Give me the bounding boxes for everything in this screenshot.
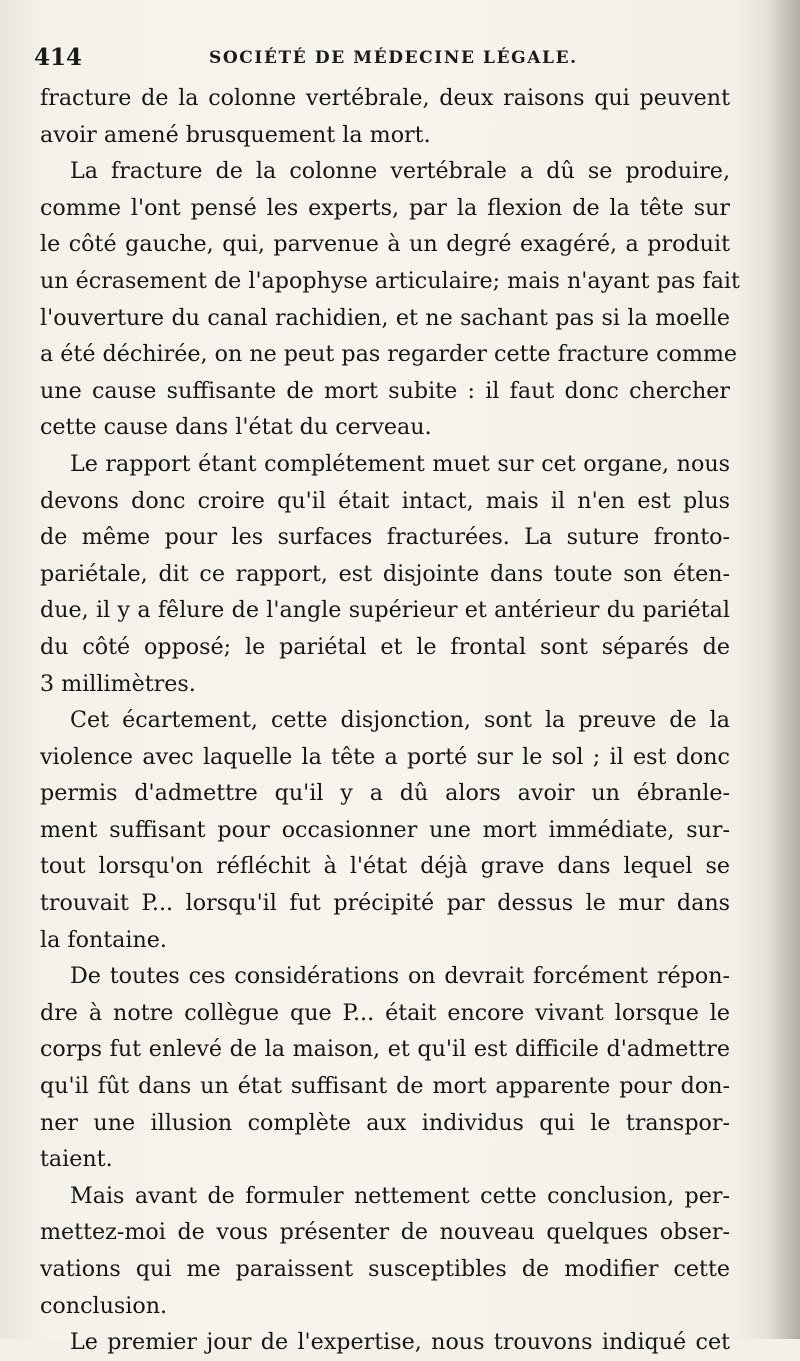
text-line: avoir amené brusquement la mort. [40,121,431,148]
text-line: taient. [40,1146,113,1173]
paragraph [40,80,730,153]
paragraph [40,446,730,702]
text-line: pariétale, dit ce rapport, est disjointe dans toute son éten- [40,560,730,587]
text-line: vations qui me paraissent susceptibles de modifier cette [40,1256,730,1282]
text-line: permis d'admettre qu'il y a dû alors avoir un ébranle- [40,780,730,807]
text-line: l'ouverture du canal rachidien, et ne sachant pas si la moelle [40,304,730,331]
text-line: le côté gauche, qui, parvenue à un degré exagéré, a produit [40,231,730,258]
paragraph [40,958,730,1178]
text-line: violence avec laquelle la tête a porté sur le sol ; il est donc [40,743,730,770]
text-line: un écrasement de l'apophyse articulaire; mais n'ayant pas fait [40,267,740,294]
text-line: ner une illusion complète aux individus qui le transpor- [40,1109,730,1136]
text-line: conclusion. [40,1292,168,1319]
text-line: cette cause dans l'état du cerveau. [40,414,432,441]
text-line: Le premier jour de l'expertise, nous trouvons indiqué cet [70,1329,730,1356]
text-line: Mais avant de formuler nettement cette conclusion, per- [70,1182,730,1209]
paragraph [40,1178,730,1324]
page-number: 414 [34,44,83,71]
text-line: une cause suffisante de mort subite : il faut donc chercher [40,377,730,404]
text-line: De toutes ces considérations on devrait forcément répon- [70,963,730,990]
text-line: qu'il fût dans un état suffisant de mort apparente pour don- [40,1073,730,1100]
paragraph [40,153,740,446]
text-line: Cet écartement, cette disjonction, sont la preuve de la [70,707,730,734]
text-line: ment suffisant pour occasionner une mort immédiate, sur- [40,816,730,843]
text-line: devons donc croire qu'il était intact, mais il n'en est plus [40,487,730,514]
text-line: fracture de la colonne vertébrale, deux raisons qui peuvent [40,85,730,111]
body-text [40,80,740,1361]
text-line: comme l'ont pensé les experts, par la flexion de la tête sur [40,194,730,221]
text-line: dre à notre collègue que P... était encore vivant lorsque le [40,999,730,1026]
paragraph [40,702,730,958]
text-line: due, il y a fêlure de l'angle supérieur et antérieur du pariétal [40,597,730,624]
text-line: 3 millimètres. [40,670,196,697]
text-line: trouvait P... lorsqu'il fut précipité par dessus le mur dans [40,890,730,917]
text-line: a été déchirée, on ne peut pas regarder cette fracture comme [40,341,738,368]
text-line: corps fut enlevé de la maison, et qu'il est difficile d'admettre [40,1036,730,1063]
text-line: Le rapport étant complétement muet sur cet organe, nous [70,450,730,477]
text-line: La fracture de la colonne vertébrale a dû se produire, [70,158,730,185]
running-head: SOCIÉTÉ DE MÉDECINE LÉGALE. [209,48,578,68]
text-line: du côté opposé; le pariétal et le frontal sont séparés de [40,633,730,660]
text-line: la fontaine. [40,926,167,953]
paragraph [40,1324,730,1361]
text-line: de même pour les surfaces fracturées. La suture fronto- [40,524,730,551]
page-edge-shadow [768,0,800,1339]
page-header [34,44,760,74]
text-line: tout lorsqu'on réfléchit à l'état déjà grave dans lequel se [40,853,730,880]
text-line: mettez-moi de vous présenter de nouveau quelques obser- [40,1219,730,1246]
